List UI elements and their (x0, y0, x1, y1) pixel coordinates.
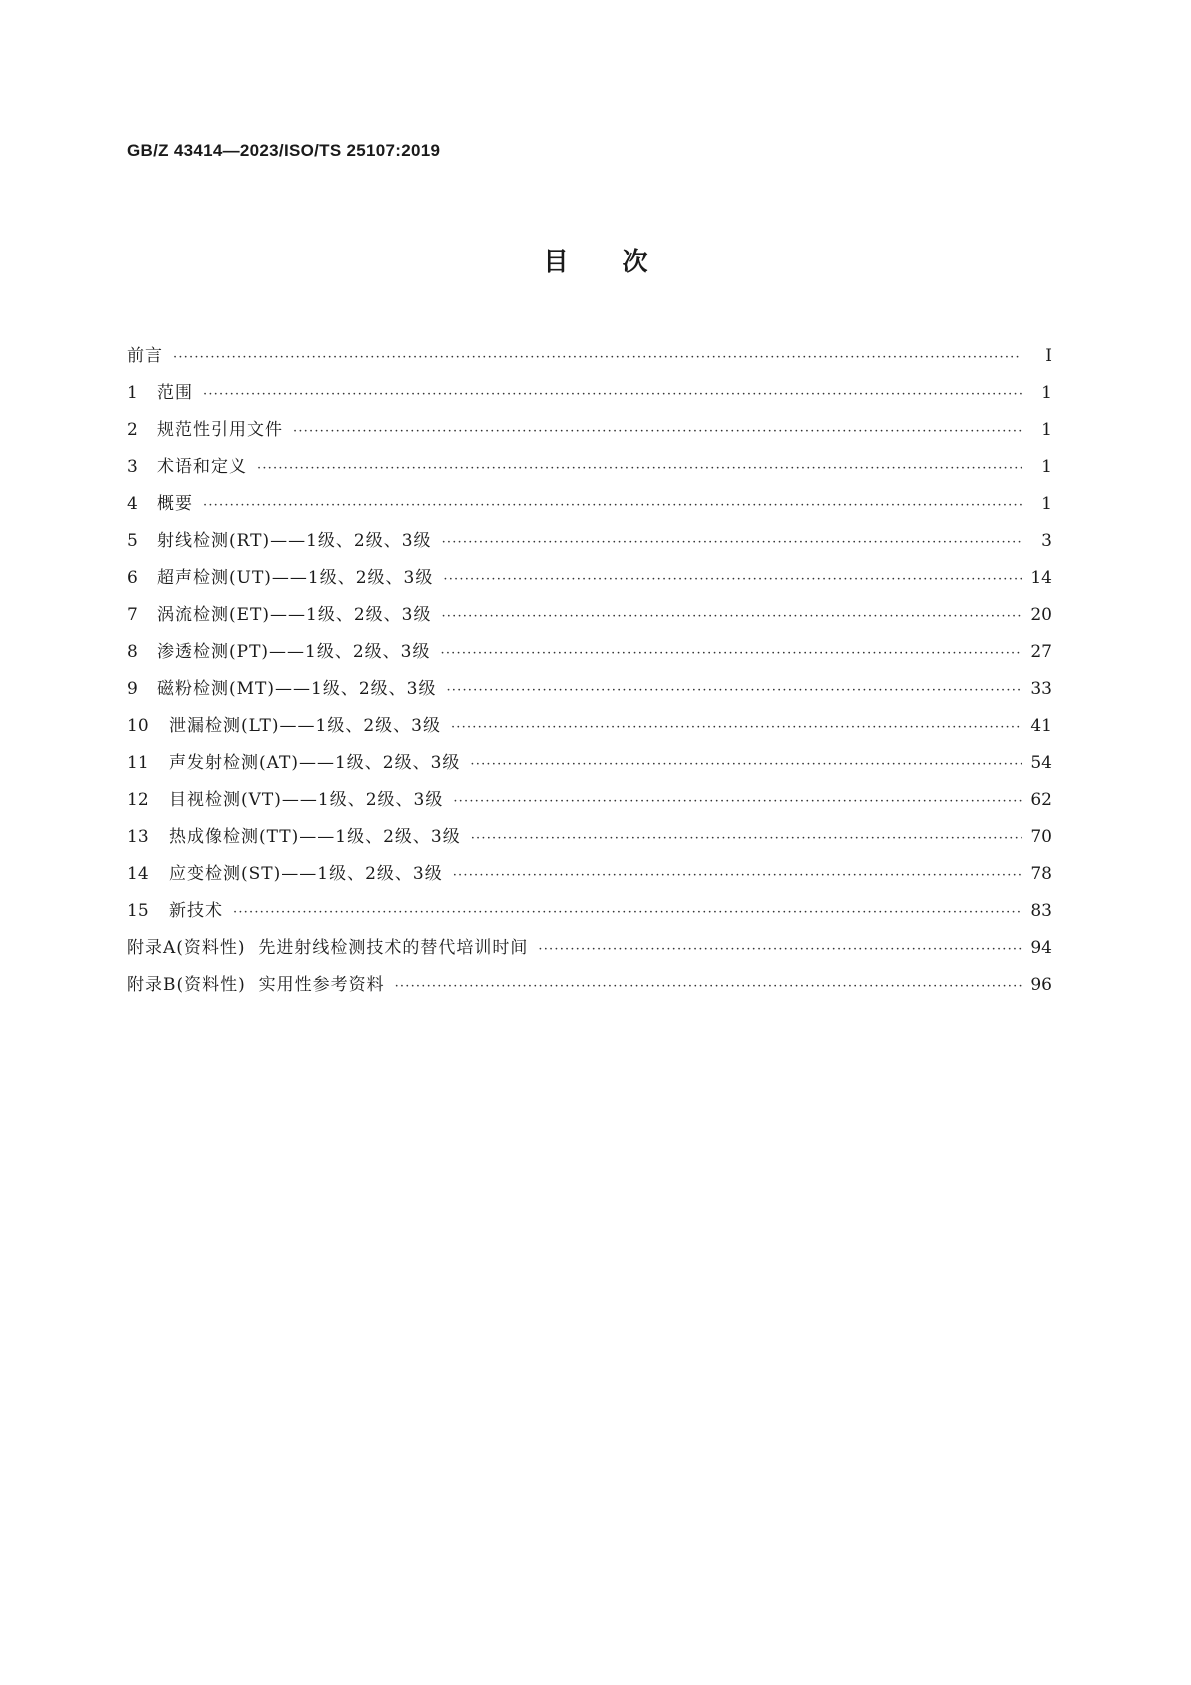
toc-entry-page: 62 (1030, 790, 1052, 810)
toc-entry-label: 新技术 (169, 901, 223, 921)
toc-entry-label: 目视检测(VT)——1级、2级、3级 (169, 790, 444, 810)
toc-dot-leader (395, 976, 1022, 998)
toc-dot-leader (441, 643, 1023, 665)
toc-entry-annex-a[interactable] (127, 937, 1052, 974)
toc-entry-10[interactable] (127, 715, 1052, 752)
toc-entry-page: 27 (1030, 642, 1052, 662)
toc-dot-leader (293, 421, 1022, 443)
toc-entry-15[interactable] (127, 900, 1052, 937)
toc-dot-leader (453, 865, 1022, 887)
toc-entry-3[interactable] (127, 456, 1052, 493)
toc-dot-leader (451, 717, 1022, 739)
toc-entry-13[interactable] (127, 826, 1052, 863)
toc-entry-number: 6 (127, 568, 138, 588)
toc-entry-page: 96 (1030, 975, 1052, 995)
toc-dot-leader (442, 532, 1022, 554)
toc-entry-label: 磁粉检测(MT)——1级、2级、3级 (157, 679, 437, 699)
toc-entry-number: 9 (127, 679, 138, 699)
toc-entry-page: Ⅰ (1045, 346, 1052, 366)
toc-entry-label: 规范性引用文件 (157, 420, 283, 440)
toc-entry-label: 附录B(资料性) 实用性参考资料 (127, 975, 385, 995)
toc-entry-number: 2 (127, 420, 138, 440)
toc-dot-leader (173, 347, 1022, 369)
toc-entry-page: 14 (1030, 568, 1052, 588)
toc-entry-1[interactable] (127, 382, 1052, 419)
toc-entry-page: 1 (1041, 457, 1052, 477)
toc-entry-label: 涡流检测(ET)——1级、2级、3级 (157, 605, 432, 625)
toc-dot-leader (443, 569, 1022, 591)
toc-entry-page: 83 (1030, 901, 1052, 921)
toc-dot-leader (446, 680, 1022, 702)
toc-entry-annex-b[interactable] (127, 974, 1052, 1011)
toc-dot-leader (441, 606, 1022, 628)
toc-entry-number: 7 (127, 605, 138, 625)
toc-entry-6[interactable] (127, 567, 1052, 604)
toc-entry-number: 1 (127, 383, 138, 403)
toc-entry-12[interactable] (127, 789, 1052, 826)
toc-entry-label: 附录A(资料性) 先进射线检测技术的替代培训时间 (127, 938, 529, 958)
toc-entry-4[interactable] (127, 493, 1052, 530)
toc-entry-8[interactable] (127, 641, 1052, 678)
page-title: 目次 (543, 247, 702, 276)
toc-entry-11[interactable] (127, 752, 1052, 789)
toc-entry-label: 应变检测(ST)——1级、2级、3级 (169, 864, 443, 884)
toc-entry-label: 热成像检测(TT)——1级、2级、3级 (169, 827, 461, 847)
toc-entry-14[interactable] (127, 863, 1052, 900)
toc-entry-number: 15 (127, 901, 149, 921)
toc-entry-number: 10 (127, 716, 149, 736)
toc-entry-label: 声发射检测(AT)——1级、2级、3级 (169, 753, 461, 773)
toc-dot-leader (453, 791, 1022, 813)
toc-entry-9[interactable] (127, 678, 1052, 715)
toc-entry-label: 前言 (127, 346, 163, 366)
toc-entry-label: 概要 (157, 494, 193, 514)
toc-entry-number: 5 (127, 531, 138, 551)
toc-entry-number: 8 (127, 642, 138, 662)
toc-dot-leader (233, 902, 1022, 924)
toc-entry-page: 20 (1030, 605, 1052, 625)
toc-entry-page: 1 (1041, 383, 1052, 403)
table-of-contents (127, 345, 1052, 1011)
toc-dot-leader (257, 458, 1022, 480)
toc-dot-leader (203, 384, 1022, 406)
toc-entry-page: 33 (1030, 679, 1052, 699)
toc-dot-leader (471, 828, 1022, 850)
toc-entry-number: 11 (127, 753, 149, 773)
toc-entry-number: 4 (127, 494, 138, 514)
toc-entry-7[interactable] (127, 604, 1052, 641)
toc-entry-label: 范围 (157, 383, 193, 403)
toc-entry-page: 1 (1041, 494, 1052, 514)
toc-dot-leader (538, 939, 1022, 961)
toc-entry-page: 70 (1030, 827, 1052, 847)
toc-entry-page: 1 (1041, 420, 1052, 440)
toc-entry-label: 超声检测(UT)——1级、2级、3级 (157, 568, 434, 588)
toc-entry-foreword[interactable] (127, 345, 1052, 382)
toc-entry-page: 78 (1030, 864, 1052, 884)
toc-entry-number: 13 (127, 827, 149, 847)
toc-dot-leader (203, 495, 1022, 517)
toc-entry-5[interactable] (127, 530, 1052, 567)
toc-entry-label: 渗透检测(PT)——1级、2级、3级 (157, 642, 431, 662)
document-code: GB/Z 43414—2023/ISO/TS 25107:2019 (127, 141, 441, 160)
toc-entry-page: 54 (1030, 753, 1052, 773)
toc-entry-page: 41 (1030, 716, 1052, 736)
toc-entry-2[interactable] (127, 419, 1052, 456)
toc-entry-number: 3 (127, 457, 138, 477)
toc-entry-label: 术语和定义 (157, 457, 247, 477)
toc-entry-page: 3 (1041, 531, 1052, 551)
toc-entry-label: 射线检测(RT)——1级、2级、3级 (157, 531, 432, 551)
toc-entry-number: 14 (127, 864, 149, 884)
toc-entry-label: 泄漏检测(LT)——1级、2级、3级 (169, 716, 441, 736)
toc-entry-number: 12 (127, 790, 149, 810)
toc-entry-page: 94 (1030, 938, 1052, 958)
toc-dot-leader (470, 754, 1022, 776)
